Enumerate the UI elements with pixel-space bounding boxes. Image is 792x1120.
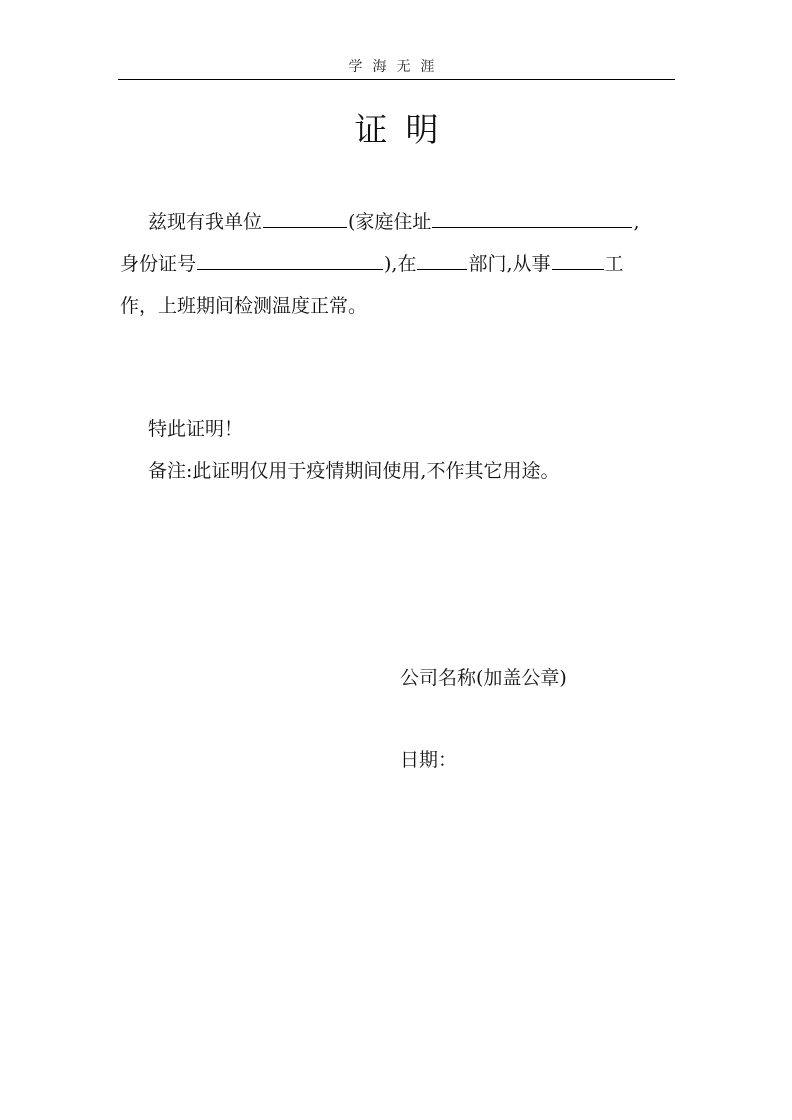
department-suffix: 部门,从事 [468, 253, 551, 275]
page-header: 学海无涯 [348, 59, 445, 75]
address-blank[interactable] [432, 205, 632, 228]
header-divider [118, 79, 675, 80]
department-blank[interactable] [417, 247, 467, 270]
paragraph-line-3: 作，上班期间检测温度正常。 [120, 295, 368, 317]
unit-blank[interactable] [263, 205, 347, 228]
line1-comma: , [633, 211, 640, 233]
company-signature: 公司名称(加盖公章) [400, 667, 567, 689]
work-char: 工 [604, 253, 624, 275]
remark-note: 备注:此证明仅用于疫情期间使用,不作其它用途。 [148, 460, 560, 482]
paragraph-line-1 [120, 201, 675, 243]
date-label: 日期： [400, 749, 458, 771]
certify-statement: 特此证明！ [148, 418, 244, 440]
intro-text: 兹现有我单位 [148, 211, 263, 233]
paragraph-line-2 [120, 243, 675, 285]
document-title: 证明 [354, 110, 457, 149]
department-prefix: ),在 [384, 253, 417, 275]
certificate-paragraph [120, 201, 675, 327]
job-blank[interactable] [552, 247, 604, 270]
id-number-blank[interactable] [197, 247, 383, 270]
address-label: (家庭住址 [348, 211, 432, 233]
id-label: 身份证号 [120, 253, 197, 275]
